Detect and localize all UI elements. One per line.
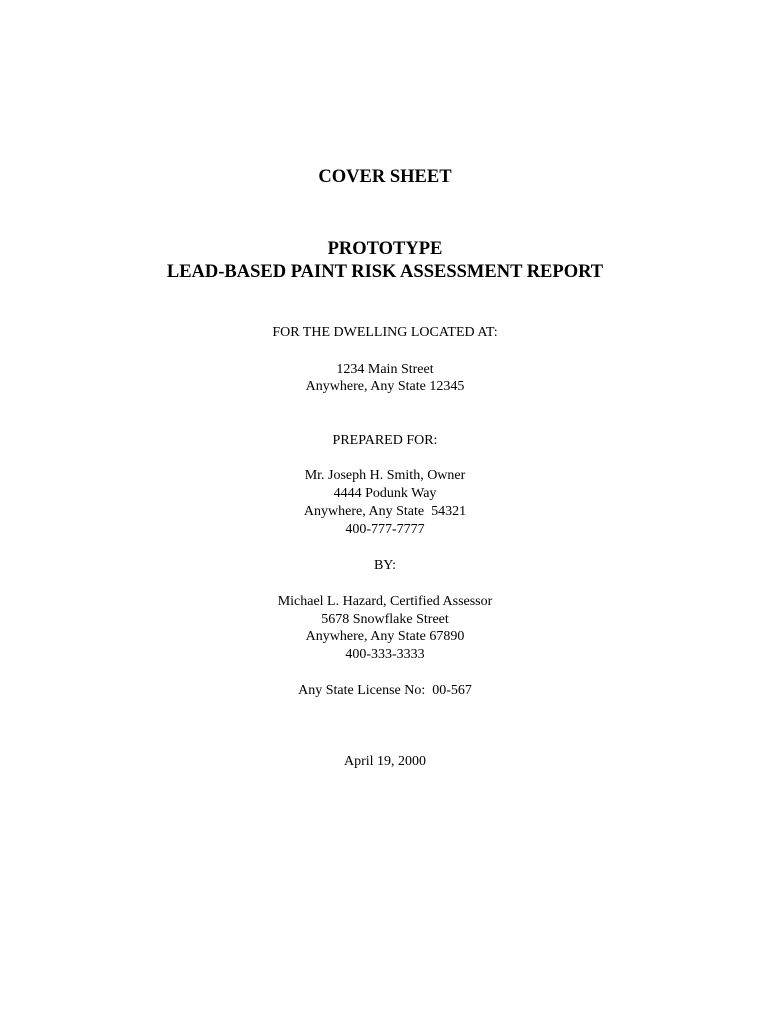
assessor-name: Michael L. Hazard, Certified Assessor [277,594,493,609]
assessor-street: 5678 Snowflake Street [321,612,449,627]
dwelling-label: FOR THE DWELLING LOCATED AT: [272,325,498,340]
assessor-city-state-zip: Anywhere, Any State 67890 [305,629,465,644]
report-title-line-1: PROTOTYPE [327,239,443,259]
owner-city-state-zip: Anywhere, Any State 54321 [303,504,467,519]
report-date: April 19, 2000 [343,754,427,769]
cover-sheet-title: COVER SHEET [318,167,452,187]
owner-street: 4444 Podunk Way [333,486,437,501]
report-title-line-2: LEAD-BASED PAINT RISK ASSESSMENT REPORT [166,262,604,282]
by-label: BY: [373,558,397,573]
owner-phone: 400-777-7777 [345,522,425,537]
license-number: Any State License No: 00-567 [298,683,472,698]
dwelling-city-state-zip: Anywhere, Any State 12345 [305,379,465,394]
assessor-phone: 400-333-3333 [345,647,425,662]
prepared-for-label: PREPARED FOR: [332,433,438,448]
dwelling-street: 1234 Main Street [336,362,434,377]
owner-name: Mr. Joseph H. Smith, Owner [304,468,466,483]
